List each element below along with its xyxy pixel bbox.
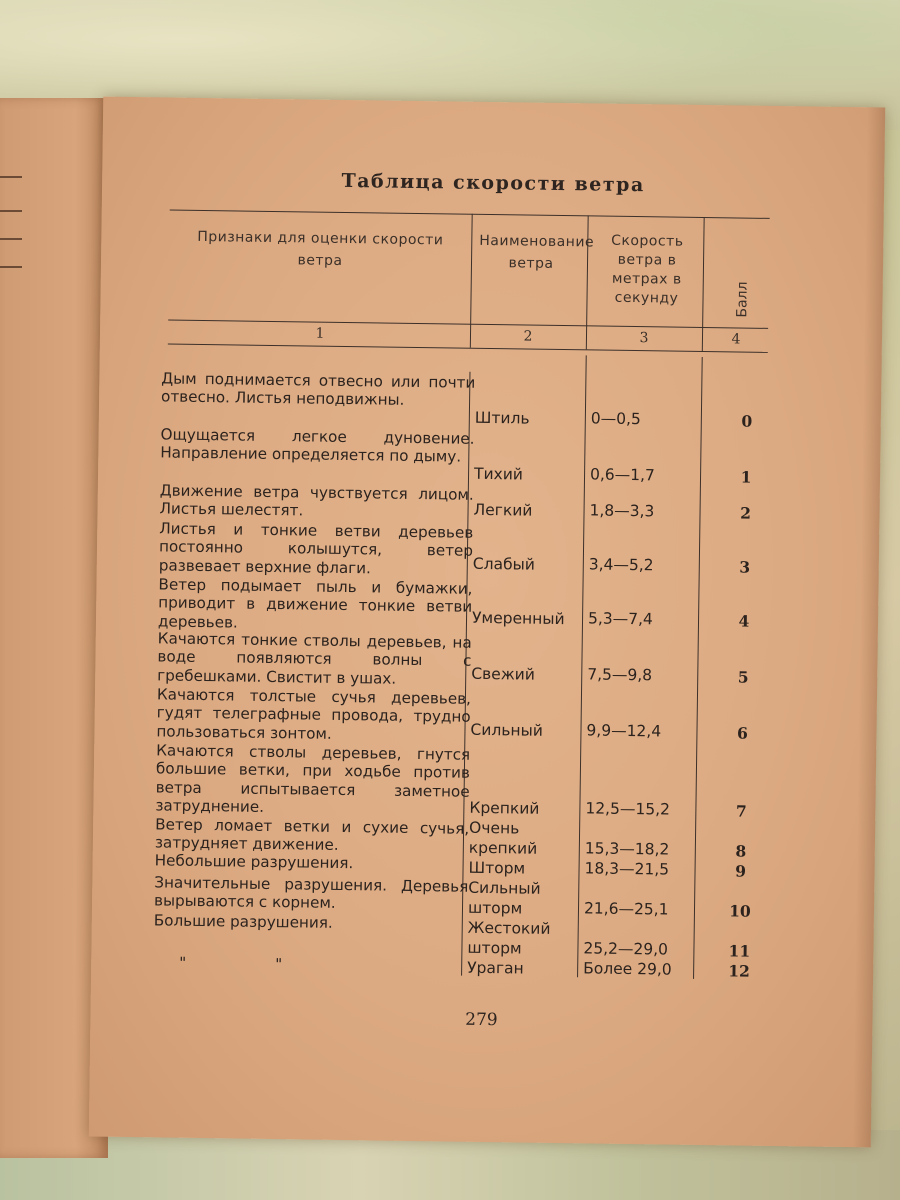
- table-row-signs: Значительные разрушения. Деревья вырываются с корнем.: [153, 873, 469, 913]
- col-number-4: 4: [731, 331, 741, 348]
- table-row-ball: 7: [735, 801, 747, 821]
- table-row-name: Сильный: [470, 720, 544, 740]
- table-row-ball: 11: [728, 941, 751, 961]
- left-page-mark: [0, 266, 22, 268]
- header-speed: Скорость ветра в метрах в секунду: [611, 232, 684, 307]
- table-row-signs: Ощущается легкое дуновение. Направление определяется по дыму.: [160, 425, 475, 467]
- left-page-mark: [0, 176, 22, 178]
- left-page-mark: [0, 238, 22, 240]
- table-row-speed: 0—0,5: [590, 409, 641, 429]
- table-row-speed: 25,2—29,0: [583, 939, 669, 959]
- table-row-signs: Качаются толстые сучья деревьев, гудят телеграфные провода, трудно пользоваться зонтом.: [156, 685, 472, 743]
- table-row-signs: Дым поднимается отвесно или почти отвесно. Листья неподвижны.: [160, 369, 476, 410]
- table-row-signs: Небольшие разрушения.: [154, 851, 354, 873]
- table-row-name: Тихий: [473, 464, 524, 484]
- table-row-signs: Большие разрушения.: [153, 911, 333, 932]
- table-row-name: Жестокий шторм: [467, 918, 551, 958]
- table-row-speed: 3,4—5,2: [588, 555, 654, 575]
- table-row-ball: 10: [729, 901, 751, 921]
- table-row-signs: Качаются стволы деревьев, гнутся большие ветки, при ходьбе против ветра испытывается заметное затруднение.: [155, 741, 471, 817]
- table-row-signs: Движение ветра чувствуется лицом. Листья шелестят.: [159, 481, 474, 520]
- table-row-signs: Ветер ломает ветки и сухие сучья, затрудняет движение.: [154, 815, 470, 855]
- table-row-signs: Качаются тонкие стволы деревьев, на воде появляются волны с гребешками. Свистит в ушах.: [157, 629, 472, 688]
- book-page: [89, 97, 885, 1148]
- table-row-ball: 4: [738, 611, 750, 631]
- page-number: 279: [465, 1009, 498, 1031]
- table-row-ball: 8: [735, 841, 747, 861]
- table-row-speed: 12,5—15,2: [585, 799, 671, 819]
- col-number-3: 3: [639, 330, 649, 347]
- col-number-1: 1: [315, 325, 325, 342]
- table-row-speed: 0,6—1,7: [589, 465, 656, 485]
- table-row-signs: ": [179, 953, 187, 972]
- table-row-speed: Более 29,0: [583, 959, 672, 979]
- table-row-speed: 9,9—12,4: [586, 721, 662, 741]
- table-row-speed: 5,3—7,4: [587, 609, 653, 629]
- table-row-signs-ditto: ": [275, 955, 283, 974]
- table-row-signs: Листья и тонкие ветви деревьев постоянно колышутся, ветер развевает верхние флаги.: [158, 519, 474, 578]
- header-signs: Признаки для оценки скорости ветра: [197, 228, 444, 269]
- table-row-ball: 6: [736, 723, 748, 743]
- table-row-speed: 18,3—21,5: [584, 859, 670, 879]
- table-row-name: Слабый: [472, 554, 536, 574]
- table-row-name: Умеренный: [471, 608, 565, 629]
- table-row-ball: 1: [740, 467, 752, 487]
- col-number-2: 2: [523, 328, 533, 345]
- table-row-name: Крепкий: [469, 798, 540, 818]
- table-row-ball: 9: [735, 861, 747, 881]
- table-row-ball: 0: [741, 411, 753, 431]
- table-row-name: Штиль: [474, 408, 530, 428]
- table-row-speed: 7,5—9,8: [587, 665, 653, 685]
- table-row-ball: 3: [739, 557, 751, 577]
- table-row-name: Легкий: [473, 500, 533, 520]
- header-name: Наименование ветра: [479, 232, 595, 272]
- table-row-ball: 2: [740, 503, 752, 523]
- table-row-speed: 21,6—25,1: [583, 899, 669, 919]
- table-row-name: Шторм: [468, 858, 526, 878]
- header-ball: Балл: [734, 281, 751, 318]
- table-row-speed: 15,3—18,2: [584, 839, 670, 859]
- table-row-speed: 1,8—3,3: [589, 501, 655, 521]
- left-page-mark: [0, 210, 22, 212]
- table-row-name: Сильный шторм: [467, 878, 541, 918]
- table-row-name: Ураган: [467, 958, 524, 978]
- table-row-ball: 5: [737, 667, 749, 687]
- table-row-signs: Ветер подымает пыль и бумажки, приводит в движение тонкие ветви деревьев.: [157, 575, 473, 632]
- table-row-ball: 12: [728, 961, 751, 981]
- table-row-name: Очень крепкий: [468, 818, 538, 858]
- table-title: Таблица скорости ветра: [341, 169, 645, 197]
- table-body: [89, 97, 885, 1148]
- table-row-name: Свежий: [471, 664, 536, 684]
